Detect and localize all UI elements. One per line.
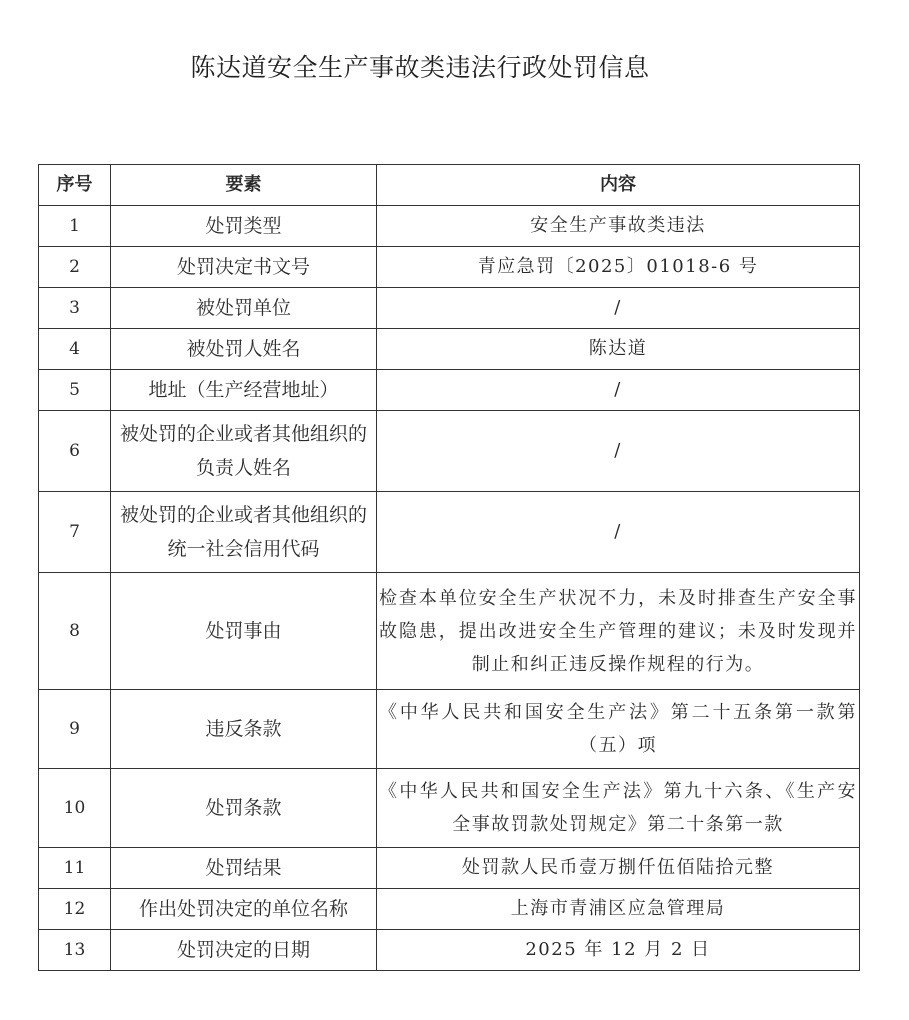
row-element: 处罚条款 [111,769,377,848]
document-title: 陈达道安全生产事故类违法行政处罚信息 [190,53,650,82]
row-element: 处罚决定的日期 [111,930,377,971]
row-content: 2025 年 12 月 2 日 [377,930,860,971]
row-element: 处罚类型 [111,206,377,247]
row-element: 地址（生产经营地址） [111,370,377,411]
row-content: 青应急罚〔2025〕01018-6 号 [377,247,860,288]
row-content: 上海市青浦区应急管理局 [377,889,860,930]
table-row-credit-code [39,492,860,573]
header-element: 要素 [111,165,377,206]
row-element: 作出处罚决定的单位名称 [111,889,377,930]
row-number: 4 [39,329,111,370]
table-row-penalty-result [39,848,860,889]
table-row-violated-provision [39,690,860,769]
table-row-penalized-unit [39,288,860,329]
table-row-decision-date [39,930,860,971]
table-row-penalized-person [39,329,860,370]
row-number: 5 [39,370,111,411]
row-number: 13 [39,930,111,971]
row-content: / [377,492,860,573]
row-content: 处罚款人民币壹万捌仟伍佰陆拾元整 [377,848,860,889]
row-number: 12 [39,889,111,930]
row-number: 9 [39,690,111,769]
table-row-penalty-type [39,206,860,247]
row-element: 违反条款 [111,690,377,769]
row-number: 11 [39,848,111,889]
row-number: 8 [39,573,111,690]
row-content: 陈达道 [377,329,860,370]
table-row-address [39,370,860,411]
penalty-info-table [38,164,860,971]
row-element: 处罚决定书文号 [111,247,377,288]
table-row-decision-number [39,247,860,288]
header-content: 内容 [377,165,860,206]
row-element: 被处罚人姓名 [111,329,377,370]
row-content: / [377,288,860,329]
row-content: / [377,370,860,411]
row-number: 1 [39,206,111,247]
table-row-penalty-provision [39,769,860,848]
table-header-row [39,165,860,206]
header-serial-number: 序号 [39,165,111,206]
row-content: 《中华人民共和国安全生产法》第二十五条第一款第（五）项 [377,690,860,769]
row-number: 10 [39,769,111,848]
row-element: 处罚结果 [111,848,377,889]
row-element: 被处罚单位 [111,288,377,329]
row-content: 检查本单位安全生产状况不力，未及时排查生产安全事故隐患，提出改进安全生产管理的建议；未及时发现并制止和纠正违反操作规程的行为。 [377,573,860,690]
table-row-penalty-reason [39,573,860,690]
row-element: 被处罚的企业或者其他组织的统一社会信用代码 [111,492,377,573]
row-element: 被处罚的企业或者其他组织的负责人姓名 [111,411,377,492]
row-number: 6 [39,411,111,492]
table-row-deciding-authority [39,889,860,930]
table-row-responsible-person [39,411,860,492]
row-element: 处罚事由 [111,573,377,690]
row-number: 3 [39,288,111,329]
row-number: 7 [39,492,111,573]
row-content: 《中华人民共和国安全生产法》第九十六条、《生产安全事故罚款处罚规定》第二十条第一款 [377,769,860,848]
row-content: 安全生产事故类违法 [377,206,860,247]
row-number: 2 [39,247,111,288]
row-content: / [377,411,860,492]
